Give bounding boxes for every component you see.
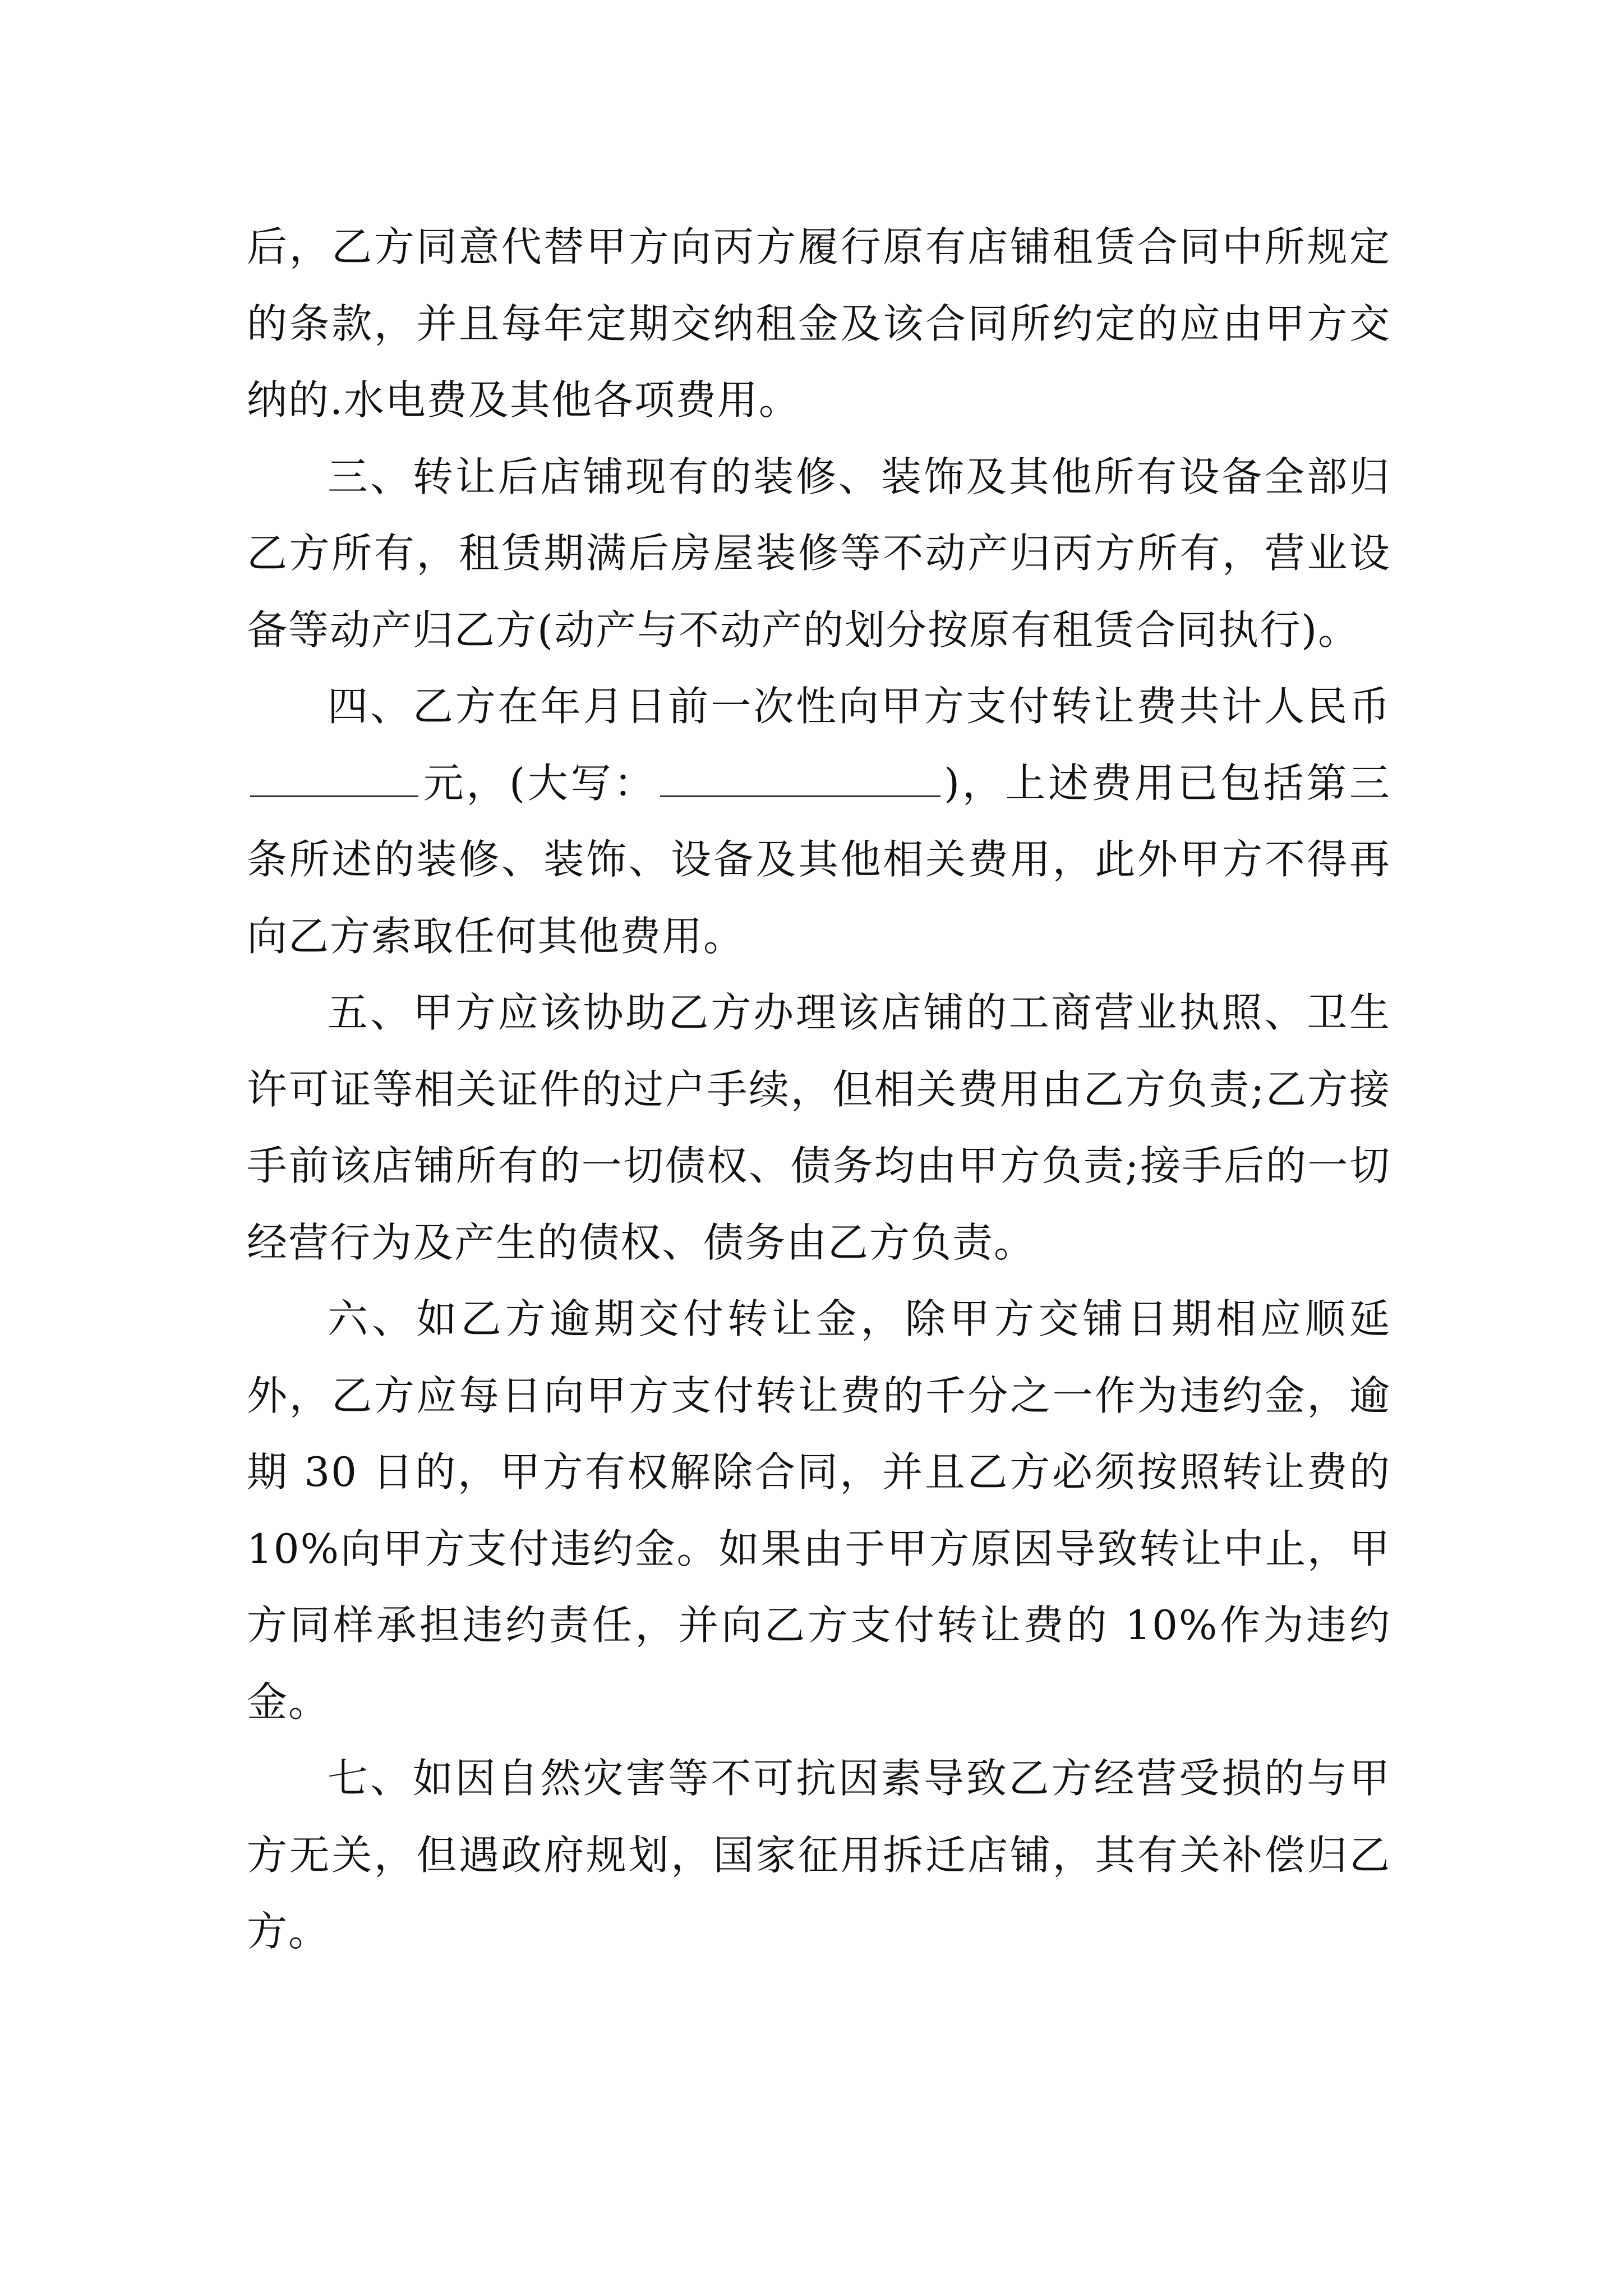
paragraph-continuation: 后，乙方同意代替甲方向丙方履行原有店铺租赁合同中所规定的条款，并且每年定期交纳租金及该合同所约定的应由甲方交纳的.水电费及其他各项费用。 [247, 223, 1391, 424]
paragraph-clause-3: 三、转让后店铺现有的装修、装饰及其他所有设备全部归乙方所有，租赁期满后房屋装修等不动产归丙方所有，营业设备等动产归乙方(动产与不动产的划分按原有租赁合同执行)。 [247, 453, 1391, 654]
paragraph-clause-5: 五、甲方应该协助乙方办理该店铺的工商营业执照、卫生许可证等相关证件的过户手续，但相关费用由乙方负责;乙方接手前该店铺所有的一切债权、债务均由甲方负责;接手后的一切经营行为及产生的债权、债务由乙方负责。 [247, 989, 1391, 1266]
paragraph-clause-6: 六、如乙方逾期交付转让金，除甲方交铺日期相应顺延外，乙方应每日向甲方支付转让费的千分之一作为违约金，逾期 30 日的，甲方有权解除合同，并且乙方必须按照转让费的 10%向甲方支付违约金。如果由于甲方原因导致转让中止，甲方同样承担违约责任，并向乙方支付转让费的 10%作为违约金。 [247, 1295, 1391, 1726]
amount-blank-line [250, 761, 418, 797]
contract-body [247, 209, 1391, 1970]
clause-4-text-end: )，上述费用已包括第三条所述的装修、装饰、设备及其他相关费用，此外甲方不得再向乙方索取任何其他费用。 [247, 759, 1391, 960]
paragraph-clause-4 [247, 668, 1391, 974]
paragraph-clause-7: 七、如因自然灾害等不可抗因素导致乙方经营受损的与甲方无关，但遇政府规划，国家征用拆迁店铺，其有关补偿归乙方。 [247, 1755, 1391, 1955]
clause-4-text-middle: 元，(大写： [422, 759, 657, 807]
clause-4-text-start: 四、乙方在年月日前一次性向甲方支付转让费共计人民币 [328, 683, 1391, 730]
amount-in-words-blank-line [660, 761, 940, 797]
